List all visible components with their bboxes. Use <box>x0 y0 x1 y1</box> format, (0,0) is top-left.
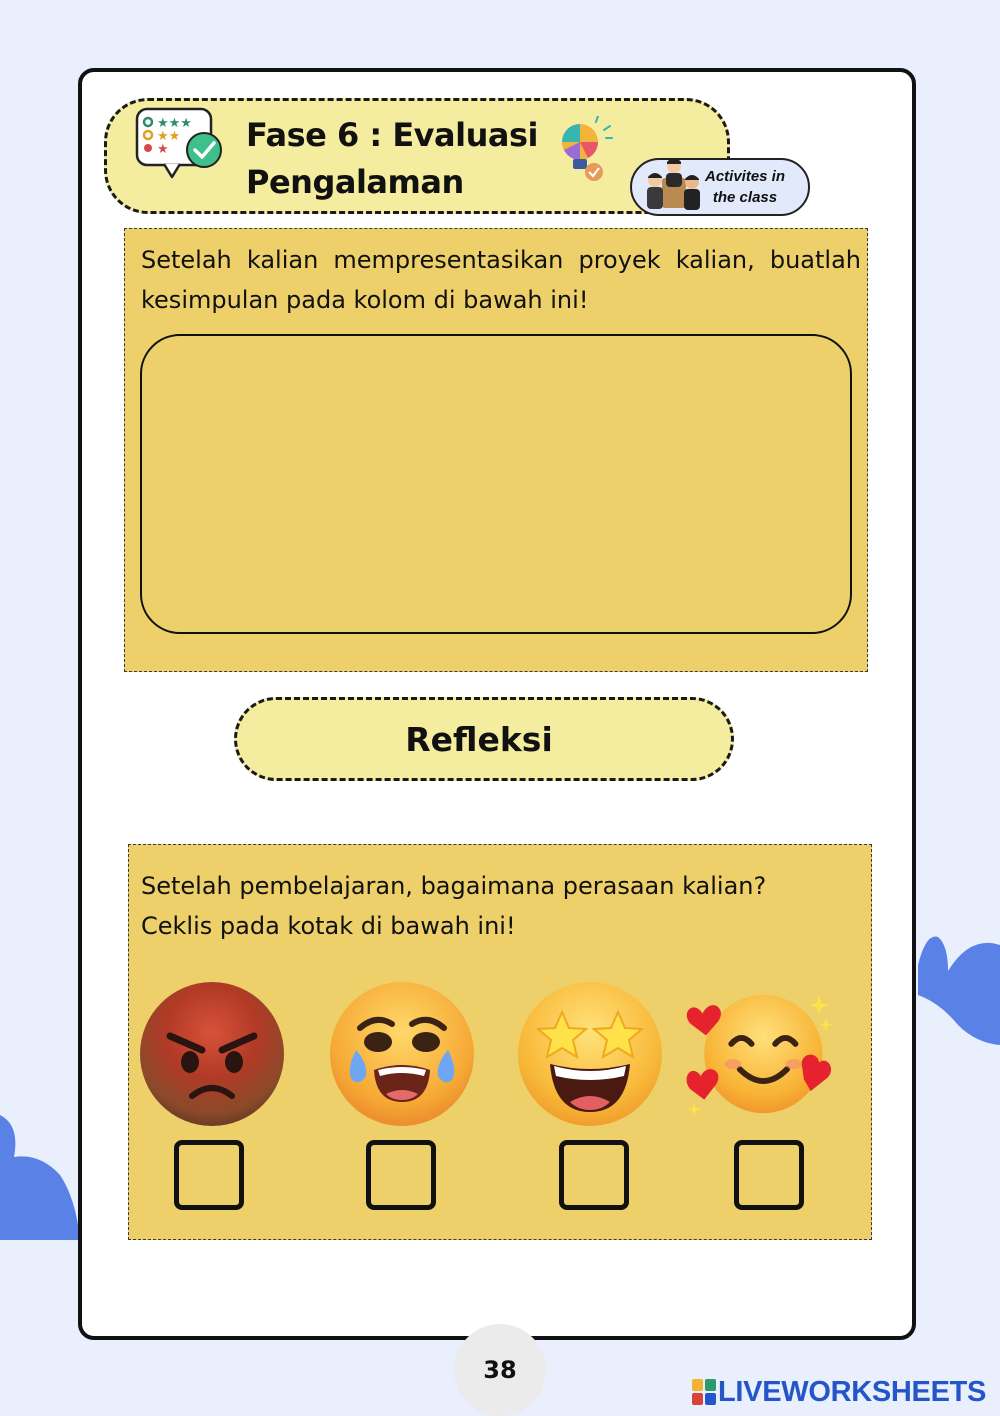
activity-badge-line-2: the class <box>712 189 778 206</box>
liveworksheets-logo <box>692 1376 992 1410</box>
decorative-blob-right <box>918 925 1000 1045</box>
svg-text:★: ★ <box>157 142 169 157</box>
angry-face-icon <box>136 978 288 1130</box>
checkbox-star-struck[interactable] <box>559 1140 629 1210</box>
checkbox-angry[interactable] <box>174 1140 244 1210</box>
group-people-icon <box>644 156 702 216</box>
reflection-title: Refleksi <box>405 719 553 759</box>
checkbox-hearts[interactable] <box>734 1140 804 1210</box>
page-number: 38 <box>454 1324 546 1416</box>
puzzle-bulb-icon <box>558 116 614 186</box>
smiling-face-with-hearts-icon <box>684 978 836 1130</box>
liveworksheets-mark-icon <box>692 1379 716 1405</box>
svg-text:★★: ★★ <box>157 129 181 144</box>
reflection-banner <box>234 697 734 781</box>
checkbox-crying[interactable] <box>366 1140 436 1210</box>
reflection-instruction-line-2: Ceklis pada kotak di bawah ini! <box>141 912 516 940</box>
star-struck-face-icon <box>514 978 666 1130</box>
conclusion-instruction: Setelah kalian mempresentasikan proyek kalian, buatlah kesimpulan pada kolom di bawah ini! <box>141 246 861 314</box>
activity-badge-line-1: Activites in <box>704 168 786 185</box>
svg-text:★★★: ★★★ <box>157 116 192 131</box>
page-title: Fase 6 : Evaluasi Pengalaman <box>246 116 538 201</box>
crying-face-icon <box>326 978 478 1130</box>
reflection-instruction-line-1: Setelah pembelajaran, bagaimana perasaan kalian? <box>141 872 767 900</box>
reflection-instruction <box>141 866 867 946</box>
decorative-blob-left <box>0 1115 80 1240</box>
rating-checklist-icon <box>134 106 226 182</box>
liveworksheets-wordmark: LIVEWORKSHEETS <box>718 1376 987 1408</box>
activity-badge-label <box>698 166 792 208</box>
conclusion-answer-box[interactable] <box>140 334 852 634</box>
